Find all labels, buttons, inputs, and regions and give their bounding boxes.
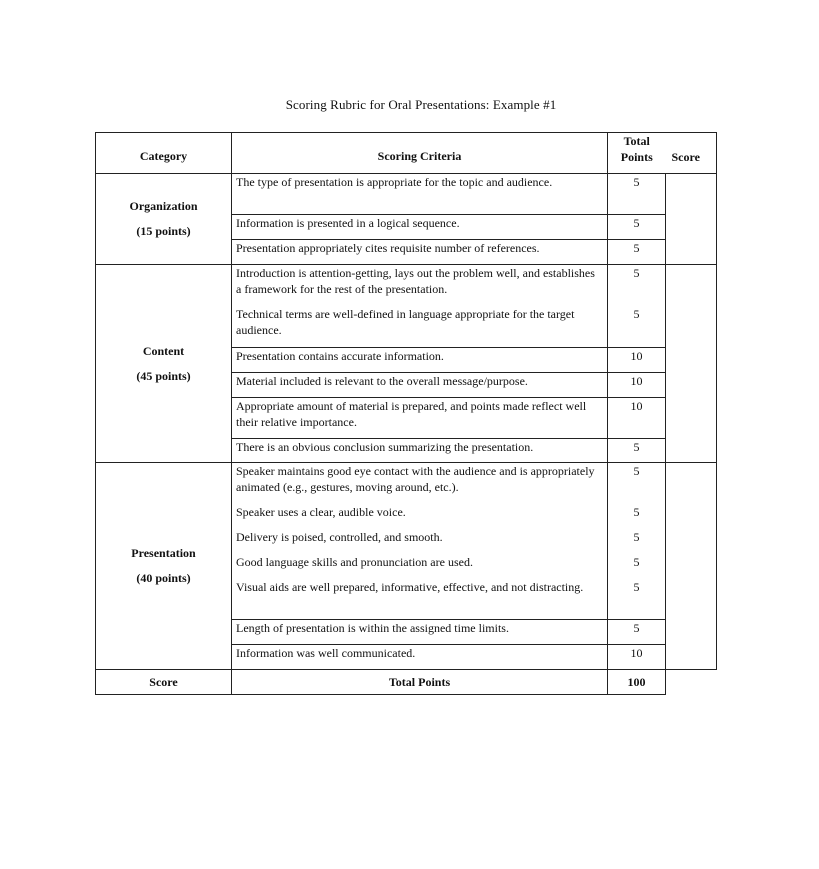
section-points: (15 points) — [136, 224, 191, 238]
section-name: Organization — [129, 199, 198, 213]
points-cell: 5 — [608, 240, 666, 265]
table-row — [96, 463, 717, 504]
header-total-points-line2: Points — [620, 150, 653, 164]
score-cell — [666, 174, 717, 265]
criteria-cell: Visual aids are well prepared, informative, effective, and not distracting. — [232, 579, 608, 620]
section-organization — [96, 174, 232, 265]
criteria-cell: Information is presented in a logical sequence. — [232, 215, 608, 240]
points-cell: 5 — [608, 439, 666, 463]
header-category: Category — [96, 133, 232, 174]
header-score: Score — [666, 133, 717, 174]
criteria-cell: Delivery is poised, controlled, and smooth. — [232, 529, 608, 554]
points-cell: 5 — [608, 265, 666, 306]
criteria-cell: Presentation contains accurate information. — [232, 348, 608, 373]
criteria-cell: The type of presentation is appropriate for the topic and audience. — [232, 174, 608, 215]
points-cell: 10 — [608, 373, 666, 398]
points-cell: 5 — [608, 620, 666, 645]
footer-empty-cell — [666, 670, 717, 695]
header-total-points-line1: Total — [623, 134, 650, 148]
section-name: Content — [142, 343, 185, 358]
score-cell — [666, 265, 717, 463]
footer-total-points-label: Total Points — [232, 670, 608, 695]
section-content — [96, 265, 232, 463]
points-cell: 10 — [608, 348, 666, 373]
criteria-cell: Introduction is attention-getting, lays out the problem well, and establishes a framework for the rest of the presentation. — [232, 265, 608, 306]
rubric-table — [95, 132, 717, 695]
table-row — [96, 174, 717, 215]
criteria-cell: Information was well communicated. — [232, 645, 608, 670]
criteria-cell: Appropriate amount of material is prepared, and points made reflect well their relative importance. — [232, 398, 608, 439]
criteria-cell: Speaker uses a clear, audible voice. — [232, 504, 608, 529]
header-criteria: Scoring Criteria — [232, 133, 608, 174]
section-name: Presentation — [131, 546, 196, 560]
points-cell: 5 — [608, 174, 666, 215]
section-presentation — [96, 463, 232, 670]
footer-row — [96, 670, 717, 695]
criteria-cell: Length of presentation is within the assigned time limits. — [232, 620, 608, 645]
table-row — [96, 265, 717, 306]
footer-score-label: Score — [96, 670, 232, 695]
points-cell: 10 — [608, 645, 666, 670]
criteria-cell: Presentation appropriately cites requisite number of references. — [232, 240, 608, 265]
criteria-cell: Speaker maintains good eye contact with the audience and is appropriately animated (e.g., gestures, moving around, etc.). — [232, 463, 608, 504]
footer-total-value: 100 — [608, 670, 666, 695]
points-cell: 5 — [608, 579, 666, 620]
document-title: Scoring Rubric for Oral Presentations: Example #1 — [285, 97, 557, 112]
criteria-cell: Material included is relevant to the overall message/purpose. — [232, 373, 608, 398]
criteria-cell: Good language skills and pronunciation are used. — [232, 554, 608, 579]
criteria-cell: There is an obvious conclusion summarizing the presentation. — [232, 439, 608, 463]
points-cell: 5 — [608, 306, 666, 348]
header-total-points — [608, 133, 666, 174]
section-points: (45 points) — [136, 368, 191, 383]
criteria-cell: Technical terms are well-defined in language appropriate for the target audience. — [232, 306, 608, 348]
points-cell: 5 — [608, 504, 666, 529]
score-cell — [666, 463, 717, 670]
points-cell: 5 — [608, 554, 666, 579]
header-row — [96, 133, 717, 174]
points-cell: 10 — [608, 398, 666, 439]
section-points: (40 points) — [136, 571, 191, 585]
points-cell: 5 — [608, 215, 666, 240]
points-cell: 5 — [608, 529, 666, 554]
points-cell: 5 — [608, 463, 666, 504]
